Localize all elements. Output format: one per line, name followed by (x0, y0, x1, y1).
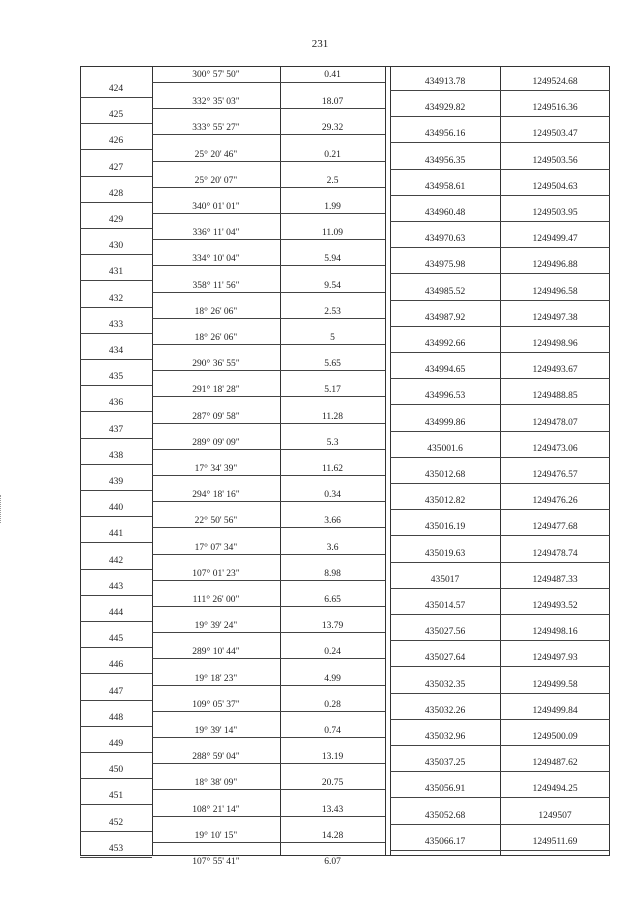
point-id: 433 (108, 319, 124, 330)
row-divider (152, 737, 385, 738)
row-divider (152, 475, 385, 476)
bearing-angle: 18° 26' 06" (194, 306, 238, 317)
coordinate-y: 1249493.67 (532, 365, 578, 376)
coordinate-y: 1249496.58 (532, 286, 578, 297)
row-divider (390, 745, 610, 746)
row-divider (80, 254, 152, 255)
row-divider (80, 647, 152, 648)
row-divider (390, 509, 610, 510)
segment-distance: 14.28 (321, 830, 344, 841)
bearing-angle: 300° 57' 50" (192, 70, 240, 80)
row-divider (80, 804, 152, 805)
point-id: 426 (108, 136, 124, 147)
row-divider (80, 149, 152, 150)
coordinate-y: 1249503.56 (532, 155, 578, 166)
coordinate-y: 1249473.06 (532, 443, 578, 454)
bearing-angle: 294° 18' 16" (192, 490, 240, 501)
row-divider (80, 228, 152, 229)
row-divider (152, 501, 385, 502)
row-divider (152, 842, 385, 843)
row-divider (80, 333, 152, 334)
bearing-angle: 291° 18' 28" (192, 385, 240, 396)
bearing-angle: 108° 21' 14" (192, 804, 240, 815)
coordinate-y: 1249498.16 (532, 627, 578, 638)
point-id: 442 (108, 555, 124, 566)
coordinate-x: 434913.78 (424, 77, 466, 87)
row-divider (390, 640, 610, 641)
coordinate-x: 435016.19 (424, 522, 466, 533)
coordinate-y: 1249476.26 (532, 496, 578, 507)
coordinate-y: 1249516.36 (532, 103, 578, 114)
coordinate-x: 435027.56 (424, 627, 466, 638)
margin-mark (0, 495, 3, 523)
coordinate-y: 1249477.68 (532, 522, 578, 533)
bearing-angle: 25° 20' 46" (194, 149, 238, 160)
coordinate-y: 1249499.47 (532, 234, 578, 245)
row-divider (390, 404, 610, 405)
point-id: 434 (108, 346, 124, 356)
row-divider (152, 318, 385, 319)
row-divider (80, 385, 152, 386)
segment-distance: 5.65 (324, 359, 341, 370)
point-id: 441 (108, 529, 124, 540)
row-divider (390, 169, 610, 170)
row-divider (152, 370, 385, 371)
coordinate-x: 435037.25 (424, 758, 466, 769)
point-id: 427 (108, 162, 124, 173)
coordinate-x: 434987.92 (424, 312, 466, 323)
row-divider (390, 457, 610, 458)
segment-distance: 20.75 (321, 778, 344, 789)
row-divider (152, 685, 385, 686)
row-divider (80, 857, 152, 858)
coordinate-x: 435052.68 (424, 810, 466, 821)
row-divider (80, 752, 152, 753)
bearing-angle: 19° 10' 15" (194, 830, 238, 841)
row-divider (390, 719, 610, 720)
segment-distance: 0.28 (324, 699, 341, 710)
bearing-angle: 333° 55' 27" (192, 123, 240, 134)
coordinate-x: 434996.53 (424, 391, 466, 402)
row-divider (80, 621, 152, 622)
segment-distance: 0.74 (324, 726, 341, 736)
segment-distance: 0.21 (324, 149, 341, 160)
coordinate-y: 1249500.09 (532, 732, 578, 742)
coordinate-y: 1249496.88 (532, 260, 578, 271)
segment-distance: 8.98 (324, 568, 341, 579)
row-divider (80, 569, 152, 570)
row-divider (80, 595, 152, 596)
coordinate-x: 435017 (430, 574, 460, 585)
segment-distance: 9.54 (324, 280, 341, 291)
coordinate-y: 1249487.33 (532, 574, 578, 585)
row-divider (390, 693, 610, 694)
segment-distance: 5.17 (324, 385, 341, 396)
coordinate-x: 434956.35 (424, 155, 466, 166)
point-id: 437 (108, 424, 124, 435)
row-divider (390, 221, 610, 222)
coordinate-x: 435032.26 (424, 705, 466, 716)
point-id: 438 (108, 450, 124, 461)
row-divider (80, 726, 152, 727)
coordinate-x: 435027.64 (424, 653, 466, 664)
bearing-angle: 25° 20' 07" (194, 175, 238, 186)
row-divider (390, 352, 610, 353)
bearing-angle: 336° 11' 04" (192, 228, 240, 239)
segment-distance: 2.5 (326, 175, 339, 186)
point-id: 435 (108, 372, 124, 383)
row-divider (80, 97, 152, 98)
coordinate-y: 1249499.58 (532, 679, 578, 690)
coordinate-x: 435001.6 (427, 443, 463, 454)
row-divider (390, 142, 610, 143)
row-divider (390, 273, 610, 274)
row-divider (80, 176, 152, 177)
point-id: 446 (108, 660, 124, 671)
row-divider (152, 763, 385, 764)
coordinate-x: 434975.98 (424, 260, 466, 271)
point-id: 444 (108, 608, 124, 618)
segment-distance: 13.79 (321, 621, 344, 632)
bearing-angle: 340° 01' 01" (192, 202, 240, 212)
coordinate-x: 435056.91 (424, 784, 466, 795)
row-divider (152, 789, 385, 790)
row-divider (390, 666, 610, 667)
coordinate-x: 434985.52 (424, 286, 466, 297)
row-divider (390, 562, 610, 563)
coordinate-x: 434970.63 (424, 234, 466, 245)
segment-distance: 6.07 (324, 857, 341, 867)
bearing-angle: 17° 07' 34" (194, 542, 238, 553)
point-id: 439 (108, 477, 124, 487)
row-divider (152, 554, 385, 555)
row-divider (152, 187, 385, 188)
row-divider (152, 134, 385, 135)
row-divider (80, 700, 152, 701)
row-divider (152, 658, 385, 659)
point-id: 452 (108, 817, 124, 828)
segment-distance: 18.07 (321, 97, 344, 108)
coordinate-y: 1249511.69 (532, 836, 578, 847)
segment-distance: 0.34 (324, 490, 341, 501)
bearing-angle: 334° 10' 04" (192, 254, 240, 265)
coordinate-x: 435032.96 (424, 732, 466, 742)
bearing-angle: 289° 10' 44" (192, 647, 240, 658)
row-divider (80, 123, 152, 124)
row-divider (390, 535, 610, 536)
coordinate-x: 434994.65 (424, 365, 466, 376)
segment-distance: 29.32 (321, 123, 344, 134)
point-id: 450 (108, 765, 124, 776)
segment-distance: 0.41 (324, 70, 341, 80)
segment-distance: 6.65 (324, 595, 341, 605)
row-divider (390, 771, 610, 772)
bearing-angle: 18° 38' 09" (194, 778, 238, 789)
row-divider (152, 213, 385, 214)
row-divider (80, 359, 152, 360)
segment-distance: 5 (330, 333, 335, 343)
row-divider (152, 265, 385, 266)
bearing-angle: 22° 50' 56" (194, 516, 238, 527)
page-number: 231 (311, 38, 329, 50)
bearing-angle: 18° 26' 06" (194, 333, 238, 343)
coordinate-y: 1249476.57 (532, 470, 578, 480)
point-id: 443 (108, 581, 124, 592)
segment-distance: 11.28 (321, 411, 344, 422)
point-id: 431 (108, 267, 124, 278)
segment-distance: 5.3 (326, 437, 339, 448)
coordinate-x: 435019.63 (424, 548, 466, 559)
point-id: 429 (108, 215, 124, 225)
coordinate-table (80, 66, 610, 867)
row-divider (80, 778, 152, 779)
row-divider (152, 82, 385, 83)
row-divider (390, 247, 610, 248)
row-divider (152, 580, 385, 581)
row-divider (390, 483, 610, 484)
row-divider (390, 824, 610, 825)
row-divider (152, 108, 385, 109)
coordinate-y: 1249503.95 (532, 208, 578, 218)
point-id: 448 (108, 712, 124, 723)
bearing-angle: 289° 09' 09" (192, 437, 240, 448)
point-id: 428 (108, 188, 124, 199)
coordinate-y: 1249504.63 (532, 181, 578, 192)
coordinate-x: 434999.86 (424, 417, 466, 428)
row-divider (390, 300, 610, 301)
coordinate-x: 434929.82 (424, 103, 466, 114)
segment-distance: 13.43 (321, 804, 344, 815)
bearing-angle: 17° 34' 39" (194, 464, 238, 474)
bearing-angle: 358° 11' 56" (192, 280, 240, 291)
row-divider (80, 490, 152, 491)
row-divider (390, 378, 610, 379)
row-divider (152, 239, 385, 240)
row-divider (390, 431, 610, 432)
coordinate-y: 1249497.38 (532, 312, 578, 323)
row-divider (152, 396, 385, 397)
row-divider (80, 516, 152, 517)
bearing-angle: 109° 05' 37" (192, 699, 240, 710)
row-divider (390, 116, 610, 117)
coordinate-y: 1249493.52 (532, 601, 578, 611)
coordinate-y: 1249497.93 (532, 653, 578, 664)
point-id: 453 (108, 843, 124, 854)
point-id: 440 (108, 503, 124, 514)
segment-distance: 0.24 (324, 647, 341, 658)
point-id: 432 (108, 293, 124, 304)
row-divider (390, 797, 610, 798)
row-divider (390, 850, 610, 851)
coordinate-y: 1249524.68 (532, 77, 578, 87)
row-divider (80, 438, 152, 439)
coordinate-y: 1249507 (538, 810, 572, 821)
coordinate-x: 434960.48 (424, 208, 466, 218)
point-id: 447 (108, 686, 124, 697)
coordinate-x: 435066.17 (424, 836, 466, 847)
segment-distance: 11.62 (321, 464, 344, 474)
coordinate-y: 1249478.74 (532, 548, 578, 559)
segment-distance: 5.94 (324, 254, 341, 265)
row-divider (152, 527, 385, 528)
coordinate-y: 1249487.62 (532, 758, 578, 769)
coordinate-x: 435012.82 (424, 496, 466, 507)
row-divider (390, 614, 610, 615)
segment-distance: 3.6 (326, 542, 339, 553)
coordinate-x: 435032.35 (424, 679, 466, 690)
row-divider (390, 195, 610, 196)
bearing-angle: 107° 55' 41" (192, 857, 240, 867)
row-divider (152, 816, 385, 817)
row-divider (152, 449, 385, 450)
row-divider (80, 542, 152, 543)
row-divider (152, 423, 385, 424)
row-divider (80, 673, 152, 674)
segment-distance: 11.09 (321, 228, 344, 239)
bearing-angle: 287° 09' 58" (192, 411, 240, 422)
row-divider (80, 464, 152, 465)
bearing-angle: 290° 36' 55" (192, 359, 240, 370)
point-id: 445 (108, 634, 124, 645)
row-divider (80, 831, 152, 832)
coordinate-y: 1249488.85 (532, 391, 578, 402)
row-divider (152, 711, 385, 712)
row-divider (80, 280, 152, 281)
coordinate-x: 434992.66 (424, 339, 466, 349)
row-divider (390, 90, 610, 91)
segment-distance: 4.99 (324, 673, 341, 684)
coordinate-x: 435014.57 (424, 601, 466, 611)
row-divider (152, 632, 385, 633)
row-divider (80, 411, 152, 412)
row-divider (152, 606, 385, 607)
row-divider (152, 292, 385, 293)
point-id: 424 (108, 84, 124, 94)
bearing-angle: 288° 59' 04" (192, 752, 240, 763)
segment-distance: 2.53 (324, 306, 341, 317)
coordinate-y: 1249478.07 (532, 417, 578, 428)
bearing-angle: 19° 39' 24" (194, 621, 238, 632)
segment-distance: 3.66 (324, 516, 341, 527)
point-id: 425 (108, 110, 124, 121)
coordinate-x: 435012.68 (424, 470, 466, 480)
row-divider (152, 161, 385, 162)
row-divider (80, 202, 152, 203)
coordinate-x: 434958.61 (424, 181, 466, 192)
coordinate-y: 1249503.47 (532, 129, 578, 140)
point-id: 430 (108, 241, 124, 252)
segment-distance: 1.99 (324, 202, 341, 212)
row-divider (80, 307, 152, 308)
bearing-angle: 332° 35' 03" (192, 97, 240, 108)
segment-distance: 13.19 (321, 752, 344, 763)
point-id: 436 (108, 398, 124, 409)
row-divider (390, 326, 610, 327)
coordinate-y: 1249494.25 (532, 784, 578, 795)
point-id: 449 (108, 739, 124, 749)
row-divider (390, 588, 610, 589)
bearing-angle: 107° 01' 23" (192, 568, 240, 579)
bearing-angle: 19° 18' 23" (194, 673, 238, 684)
column-divider (385, 66, 386, 856)
bearing-angle: 111° 26' 00" (192, 595, 240, 605)
row-divider (152, 344, 385, 345)
coordinate-y: 1249499.84 (532, 705, 578, 716)
coordinate-y: 1249498.96 (532, 339, 578, 349)
bearing-angle: 19° 39' 14" (194, 726, 238, 736)
coordinate-x: 434956.16 (424, 129, 466, 140)
point-id: 451 (108, 791, 124, 802)
